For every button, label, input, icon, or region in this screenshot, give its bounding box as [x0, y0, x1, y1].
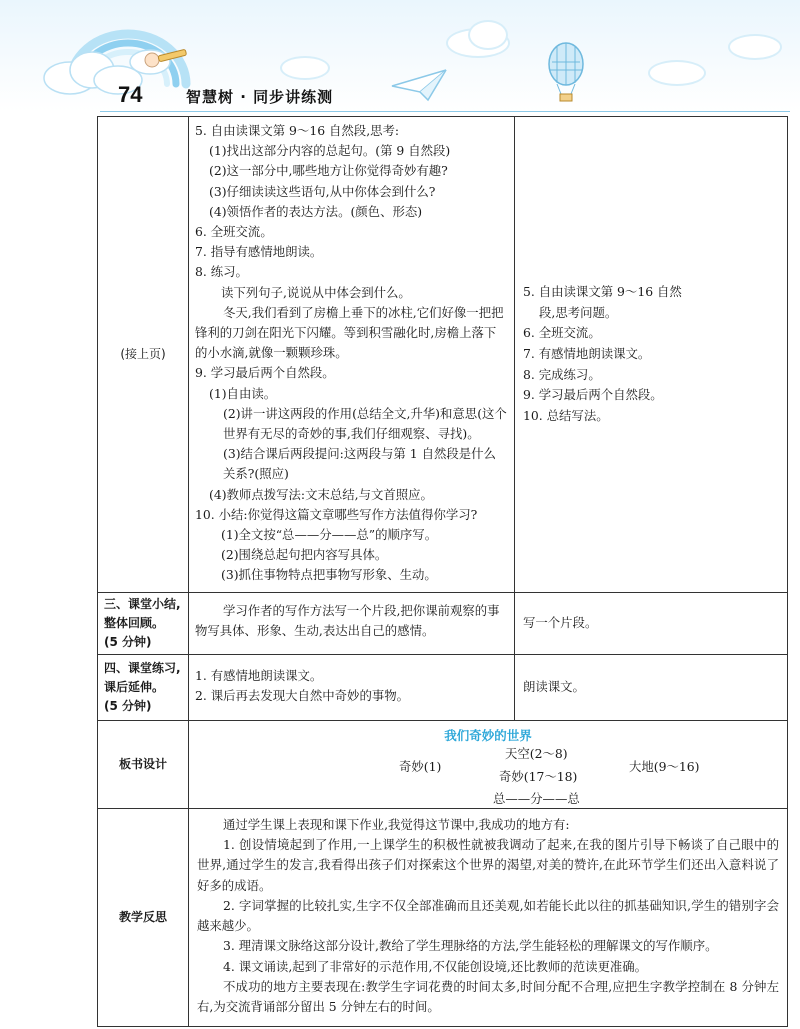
board-title: 我们奇妙的世界 — [444, 727, 532, 743]
teacher-line: 10. 小结:你觉得这篇文章哪些写作方法值得你学习? — [195, 506, 478, 522]
stage-label: (接上页) — [98, 117, 189, 593]
reflection-paragraph: 3. 理清课文脉络这部分设计,教给了学生理脉络的方法,学生能轻松的理解课文的写作顺序。 — [223, 938, 718, 954]
student-line: 8. 完成练习。 — [523, 366, 601, 382]
stage-label-line: 课后延伸。 — [104, 679, 165, 694]
stage-label-line: 四、课堂练习, — [104, 660, 181, 675]
board-design-cell — [189, 720, 788, 808]
page-header — [0, 0, 800, 112]
practice-line: 2. 课后再去发现大自然中奇妙的事物。 — [195, 688, 410, 704]
teacher-line: (4)领悟作者的表达方法。(颜色、形态) — [209, 203, 423, 219]
student-line: 9. 学习最后两个自然段。 — [523, 387, 663, 403]
board-wonder: 奇妙(17～18) — [499, 768, 578, 784]
teacher-line: 8. 练习。 — [195, 264, 248, 280]
teacher-line: 7. 指导有感情地朗读。 — [195, 244, 323, 260]
teacher-line: 6. 全班交流。 — [195, 224, 273, 240]
student-activity-cell — [515, 117, 788, 593]
reflection-paragraph: 不成功的地方主要表现在:教学生字词花费的时间太多,时间分配不合理,应把生字教学控制在 8 分钟左右,为交流背诵部分留出 5 分钟左右的时间。 — [197, 979, 779, 1015]
teacher-line: (3)仔细读读这些语句,从中你体会到什么? — [209, 183, 436, 199]
stage-label-line: (5 分钟) — [104, 634, 152, 649]
teacher-line: (1)自由读。 — [209, 385, 277, 401]
board-ground: 大地(9～16) — [629, 758, 700, 774]
teacher-line: 冬天,我们看到了房檐上垂下的冰柱,它们好像一把把锋利的刀剑在阳光下闪耀。等到积雪融化时,房檐上落下的小水滴,就像一颗颗珍珠。 — [195, 304, 504, 361]
table-row — [98, 654, 788, 720]
teacher-line: 读下列句子,说说从中体会到什么。 — [221, 284, 411, 300]
stage-label: 教学反思 — [98, 808, 189, 1026]
teacher-line: (1)找出这部分内容的总起句。(第 9 自然段) — [209, 143, 451, 159]
board-left: 奇妙(1) — [399, 758, 442, 774]
teacher-line: (3)抓住事物特点把事物写形象、生动。 — [221, 567, 437, 583]
stage-label — [98, 654, 189, 720]
stage-label-line: (5 分钟) — [104, 698, 152, 713]
reflection-cell — [189, 808, 788, 1026]
table-row — [98, 720, 788, 808]
student-activity-cell — [515, 654, 788, 720]
stage-label-line: 三、课堂小结, — [104, 596, 181, 611]
teacher-line: (1)全文按“总——分——总”的顺序写。 — [221, 527, 438, 543]
student-line: 6. 全班交流。 — [523, 325, 601, 341]
student-line: 5. 自由读课文第 9～16 自然 — [523, 284, 682, 300]
lesson-plan-table — [97, 116, 788, 1027]
table-row — [98, 592, 788, 654]
board-design — [189, 721, 787, 806]
summary-text: 学习作者的写作方法写一个片段,把你课前观察的事物写具体、形象、生动,表达出自己的感情。 — [195, 602, 500, 639]
student-line: 10. 总结写法。 — [523, 407, 609, 423]
book-title: 智慧树 · 同步讲练测 — [186, 88, 334, 106]
reflection-paragraph: 4. 课文诵读,起到了非常好的示范作用,不仅能创设境,还比教师的范读更准确。 — [223, 958, 648, 974]
table-row — [98, 808, 788, 1026]
student-line: 段,思考问题。 — [539, 304, 618, 320]
header-rule — [100, 111, 790, 112]
paper-plane-icon — [392, 70, 446, 100]
reflection-paragraph: 2. 字词掌握的比较扎实,生字不仅全部准确而且还美观,如若能长此以往的抓基础知识,学生的错别字会越来越少。 — [197, 897, 779, 934]
stage-label — [98, 592, 189, 654]
student-line: 朗读课文。 — [523, 678, 585, 694]
practice-line: 1. 有感情地朗读课文。 — [195, 667, 323, 683]
stage-label: 板书设计 — [98, 720, 189, 808]
teacher-activity-cell — [189, 592, 515, 654]
reflection-paragraph: 1. 创设情境起到了作用,一上课学生的积极性就被我调动了起来,在我的图片引导下畅谈了自己眼中的世界,通过学生的发言,我看得出孩子们对探索这个世界的渴望,对美的赞许,在此环节学生们还出入意料说了好多的成语。 — [197, 836, 779, 893]
student-line: 写一个片段。 — [523, 614, 598, 630]
teacher-line: (3)结合课后两段提问:这两段与第 1 自然段是什么关系?(照应) — [223, 446, 496, 482]
stage-label-line: 整体回顾。 — [104, 615, 165, 630]
page-number: 74 — [118, 82, 143, 107]
teacher-line: (2)讲一讲这两段的作用(总结全文,升华)和意思(这个世界有无尽的奇妙的事,我们仔细观察、寻找)。 — [223, 405, 507, 442]
teacher-activity-cell — [189, 117, 515, 593]
student-line: 7. 有感情地朗读课文。 — [523, 346, 651, 362]
table-row — [98, 117, 788, 593]
teacher-line: (4)教师点拨写法:文末总结,与文首照应。 — [209, 486, 433, 502]
teacher-line: 9. 学习最后两个自然段。 — [195, 365, 335, 381]
hot-air-balloon-icon — [549, 43, 583, 101]
teacher-activity-cell — [189, 654, 515, 720]
board-structure: 总——分——总 — [493, 790, 580, 806]
teacher-line: (2)这一部分中,哪些地方让你觉得奇妙有趣? — [209, 163, 448, 179]
board-sky: 天空(2～8) — [505, 745, 568, 761]
teacher-line: (2)围绕总起句把内容写具体。 — [221, 547, 388, 563]
student-activity-cell — [515, 592, 788, 654]
reflection-paragraph: 通过学生课上表现和课下作业,我觉得这节课中,我成功的地方有: — [223, 816, 570, 832]
teacher-line: 5. 自由读课文第 9～16 自然段,思考: — [195, 123, 400, 138]
